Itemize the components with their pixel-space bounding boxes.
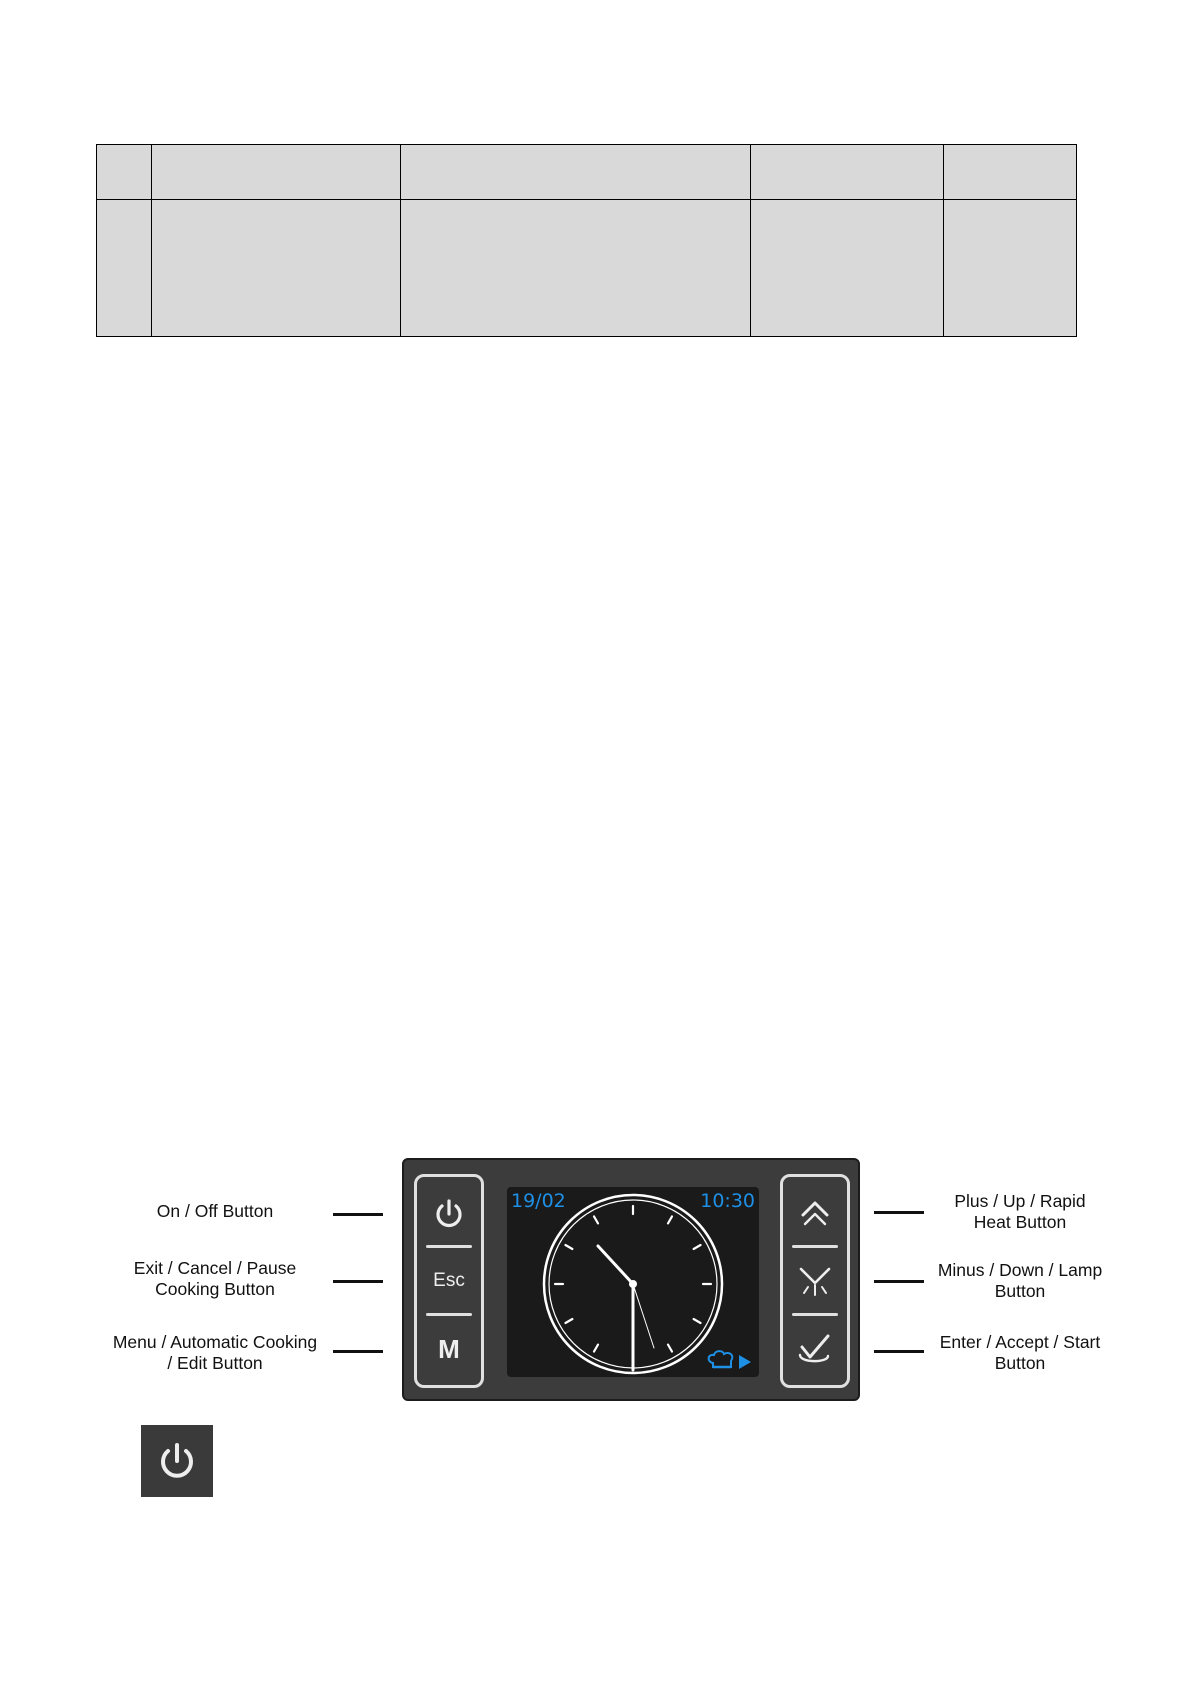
label-plus-up-rapid-heat: Plus / Up / Rapid Heat Button	[954, 1191, 1086, 1232]
clock-tick	[668, 1345, 672, 1352]
clock-tick	[565, 1245, 572, 1249]
label-menu-automatic-cooking: Menu / Automatic Cooking / Edit Button	[112, 1332, 318, 1373]
table-cell	[751, 145, 944, 200]
clock-tick	[594, 1345, 598, 1352]
clock-tick	[565, 1319, 572, 1323]
leader-line-menu	[333, 1350, 383, 1353]
clock-tick	[594, 1216, 598, 1223]
table-cell	[97, 145, 152, 200]
enter-accept-start-button[interactable]	[783, 1316, 847, 1382]
esc-button[interactable]	[417, 1248, 481, 1314]
on-off-button-sample[interactable]	[141, 1425, 213, 1497]
lamp-icon	[797, 1263, 833, 1299]
label-enter-accept-start: Enter / Accept / Start Button	[939, 1332, 1101, 1373]
power-icon	[432, 1197, 466, 1231]
table-header-row	[97, 145, 1077, 200]
double-chevron-up-icon	[797, 1197, 833, 1231]
table-cell	[944, 145, 1077, 200]
screen-time: 10:30	[700, 1190, 755, 1212]
label-on-off: On / Off Button	[156, 1201, 274, 1221]
table-cell	[751, 200, 944, 337]
oven-control-panel	[402, 1158, 860, 1401]
checkmark-icon	[795, 1331, 835, 1367]
display-screen	[507, 1187, 759, 1377]
leader-line-on-off	[333, 1213, 383, 1216]
esc-button-label: Esc	[433, 1270, 465, 1291]
leader-line-plus	[874, 1211, 924, 1214]
menu-button[interactable]	[417, 1316, 481, 1382]
leader-line-exit	[333, 1280, 383, 1283]
table-cell	[944, 200, 1077, 337]
table-cell	[152, 200, 401, 337]
leader-line-minus	[874, 1280, 924, 1283]
chef-hat-icon	[705, 1349, 755, 1373]
label-minus-down-lamp: Minus / Down / Lamp Button	[937, 1260, 1103, 1301]
table-cell	[97, 200, 152, 337]
clock-tick	[694, 1319, 701, 1323]
clock-tick	[668, 1216, 672, 1223]
menu-button-label: M	[438, 1333, 460, 1364]
right-button-column	[780, 1174, 850, 1388]
on-off-button[interactable]	[417, 1181, 481, 1247]
spec-table	[96, 144, 1077, 337]
plus-up-button[interactable]	[783, 1181, 847, 1247]
leader-line-enter	[874, 1350, 924, 1353]
left-button-column	[414, 1174, 484, 1388]
clock-tick	[694, 1245, 701, 1249]
power-icon	[156, 1440, 198, 1482]
minus-down-lamp-button[interactable]	[783, 1248, 847, 1314]
table-cell	[152, 145, 401, 200]
table-cell	[401, 200, 751, 337]
table-row	[97, 200, 1077, 337]
label-exit-cancel-pause: Exit / Cancel / Pause Cooking Button	[133, 1258, 297, 1299]
screen-date: 19/02	[511, 1190, 566, 1212]
table-cell	[401, 145, 751, 200]
